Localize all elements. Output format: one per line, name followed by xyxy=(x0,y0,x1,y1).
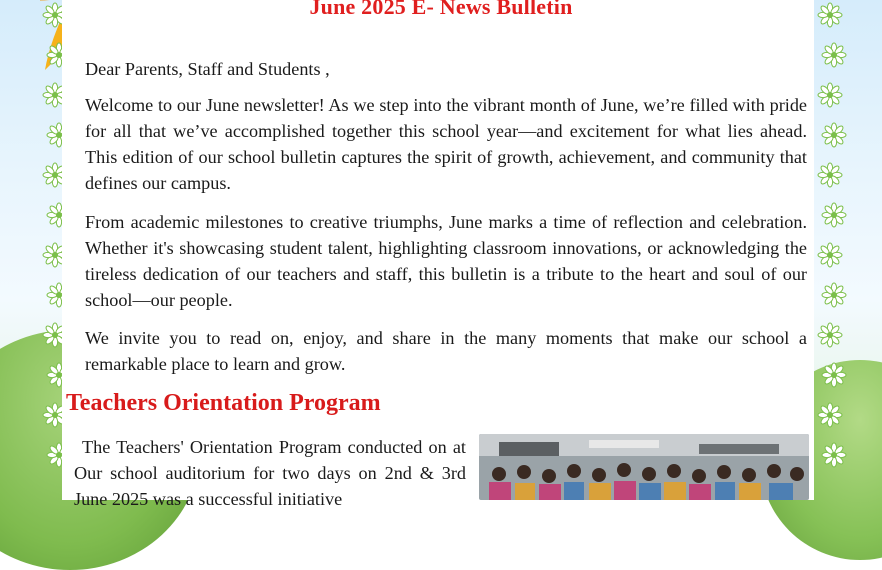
flower-border-icon xyxy=(817,322,843,348)
orientation-photo xyxy=(479,434,809,500)
section-heading: Teachers Orientation Program xyxy=(66,390,381,416)
letter-paragraph-3: We invite you to read on, enjoy, and share in the many moments that make our school a remarkable place to learn and grow. xyxy=(85,328,807,374)
flower-border-icon xyxy=(821,202,847,228)
flower-border-icon xyxy=(821,362,847,388)
flower-border-right xyxy=(815,0,849,500)
letter-paragraph-1: Welcome to our June newsletter! As we step into the vibrant month of June, we’re filled with pride for all that we’ve accomplished together this school year—and excitement for what lies ahead. This edition of our school bulletin captures the spirit of growth, achievement, and community that defines our campus. xyxy=(85,95,807,193)
flower-border-icon xyxy=(821,442,847,468)
flower-border-icon xyxy=(817,242,843,268)
letter-greeting: Dear Parents, Staff and Students , xyxy=(85,59,330,79)
bulletin-title: June 2025 E- News Bulletin xyxy=(309,0,573,19)
flower-border-icon xyxy=(821,42,847,68)
letter-paragraph-2: From academic milestones to creative triumphs, June marks a time of reflection and celebration. Whether it's showcasing student talent, highlighting classroom innovations, or acknowledging the tireless dedication of our teachers and staff, this bulletin is a tribute to the heart and soul of our school—our people. xyxy=(85,212,807,310)
flower-border-icon xyxy=(817,402,843,428)
flower-border-icon xyxy=(817,82,843,108)
section-paragraph: The Teachers' Orientation Program conducted on at Our school auditorium for two days on 2nd & 3rd June 2025 was a successful initiative xyxy=(74,437,466,509)
flower-border-icon xyxy=(821,122,847,148)
flower-border-icon xyxy=(817,162,843,188)
flower-border-icon xyxy=(821,282,847,308)
